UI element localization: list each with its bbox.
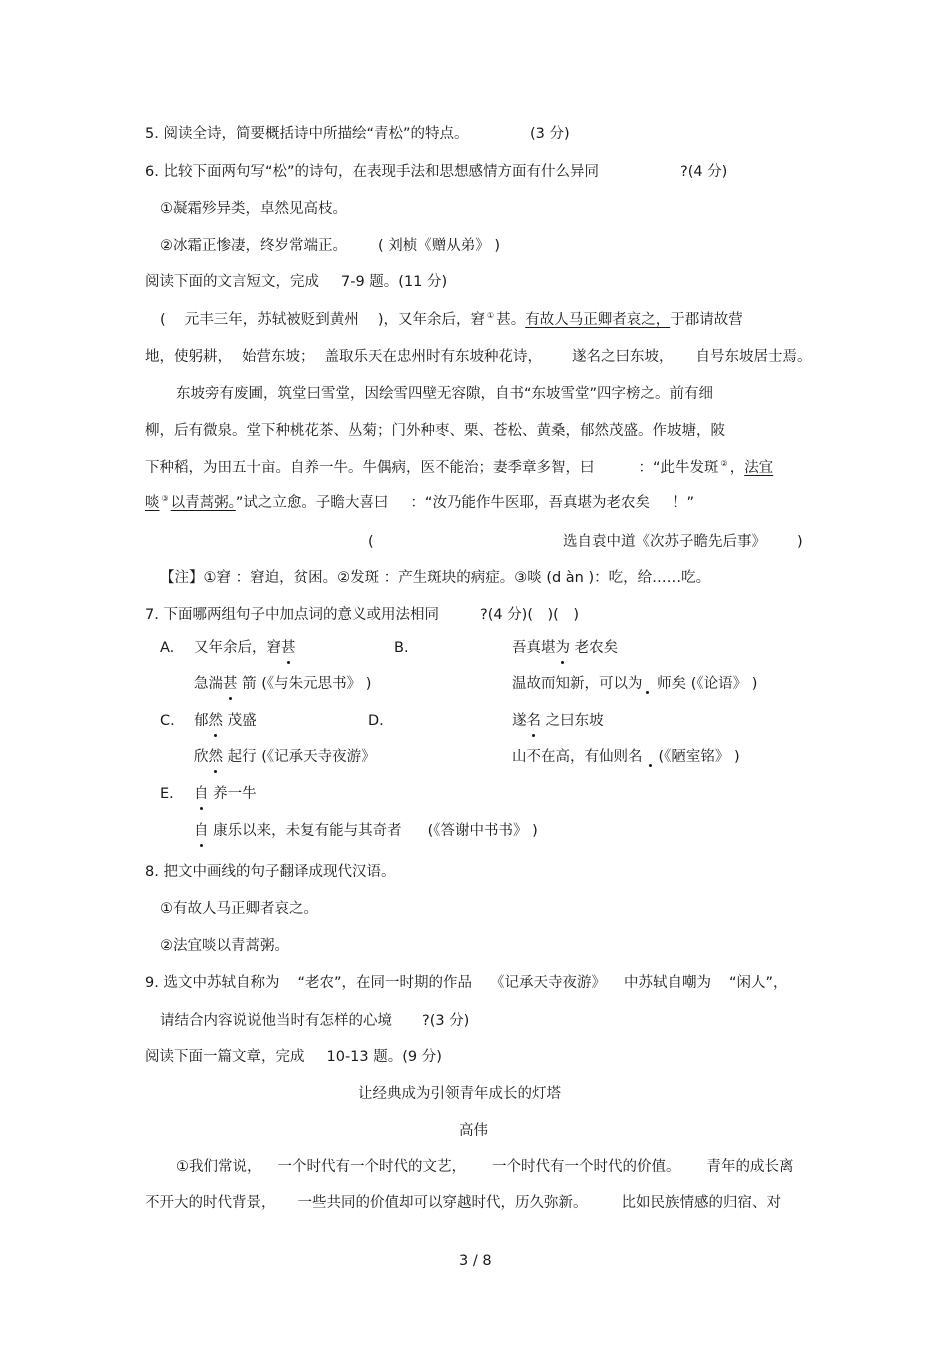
passage-p1-c: 于郡请故营 bbox=[670, 312, 743, 328]
dotted-word: 甚 bbox=[223, 676, 238, 692]
q8-sentence-1: ①有故人马正卿者哀之。 bbox=[160, 901, 318, 917]
dotted-word: 然 bbox=[208, 749, 223, 765]
underlined-sentence-2b: 啖 bbox=[145, 495, 160, 511]
q6-line1: ①凝霜殄异类，卓然见高枝。 bbox=[160, 201, 347, 217]
q6-line2: ②冰霜正惨凄，终岁常端正。 bbox=[160, 238, 347, 254]
passage-p2-d: 遂名之曰东坡， bbox=[572, 349, 674, 365]
dotted-word: 然 bbox=[208, 713, 223, 729]
modern-intro: 阅读下面一篇文章，完成 10-13 题。(9 分) bbox=[145, 1049, 442, 1065]
option-d-line-1: 遂名 之曰东坡 bbox=[512, 713, 604, 729]
passage-line-3: 东坡旁有废圃，筑堂曰雪堂，因绘雪四壁无容隙，自书“东坡雪堂”四字榜之。前有细 bbox=[176, 386, 714, 402]
article-line-1: ①我们常说， 一个时代有一个时代的文艺， 一个时代有一个时代的价值。 青年的成长离 bbox=[176, 1159, 794, 1175]
classical-intro-b: 7-9 题。(11 分) bbox=[341, 274, 448, 290]
passage-p5-a: 下种稻，为田五十亩。自养一牛。牛偶病，医不能治；妻季章多智，曰 bbox=[145, 460, 595, 476]
q6-line2-source: ( 刘桢《赠从弟》 ) bbox=[378, 238, 501, 254]
passage-line-4: 柳，后有微泉。堂下种桃花茶、丛菊；门外种枣、栗、苍松、黄桑，郁然茂盛。作坡塘，陂 bbox=[145, 423, 725, 439]
dotted-word: 名 bbox=[526, 713, 541, 729]
classical-intro bbox=[145, 272, 447, 292]
classical-intro-a: 阅读下面的文言短文，完成 bbox=[145, 274, 319, 290]
passage-line-6 bbox=[145, 493, 694, 513]
footnote-3-marker: ③ bbox=[161, 494, 169, 503]
footnote-2-marker: ② bbox=[720, 459, 728, 468]
passage-p2-e: 自号东坡居士焉。 bbox=[695, 349, 812, 365]
underlined-sentence-2a: 法宜 bbox=[744, 460, 774, 476]
q7-score: ?(4 分)( )( ) bbox=[480, 607, 579, 623]
dotted-word: 为 bbox=[555, 640, 570, 656]
option-a-label: A. bbox=[160, 640, 175, 656]
option-a-line-1: 又年余后，窘甚 bbox=[194, 640, 296, 656]
passage-p6-c: ：“汝乃能作牛医耶，吾真堪为老农矣 bbox=[410, 495, 650, 511]
q6-score: ?(4 分) bbox=[680, 164, 728, 180]
passage-p2-a: 地，使躬耕， bbox=[145, 349, 232, 365]
passage-line-5: 下种稻，为田五十亩。自养一牛。牛偶病，医不能治；妻季章多智，曰 ：“此牛发斑 ② ，法宜 bbox=[145, 459, 774, 476]
q8-text: 8. 把文中画线的句子翻译成现代汉语。 bbox=[145, 864, 396, 880]
passage-source: 选自袁中道《次苏子瞻先后事》 bbox=[563, 534, 766, 550]
option-c-label: C. bbox=[160, 713, 175, 729]
option-e-label: E. bbox=[160, 786, 174, 802]
q5-score: (3 分) bbox=[530, 126, 570, 142]
source-paren-open: ( bbox=[368, 534, 374, 550]
q9-line-2: 请结合内容说说他当时有怎样的心境 ?(3 分) bbox=[160, 1013, 470, 1029]
article-line-2: 不开大的时代背景， 一些共同的价值却可以穿越时代，历久弥新。 比如民族情感的归宿、对 bbox=[145, 1195, 781, 1211]
option-d-label: D. bbox=[368, 713, 384, 729]
q6-text: 6. 比较下面两句写“松”的诗句，在表现手法和思想感情方面有什么异同 bbox=[145, 164, 599, 180]
footnote-1-marker: ① bbox=[487, 311, 495, 320]
option-b-label: B. bbox=[394, 640, 409, 656]
article-author: 高伟 bbox=[459, 1123, 488, 1139]
passage-p2-c: 盖取乐天在忠州时有东坡种花诗， bbox=[324, 349, 542, 365]
dotted-word: 自 bbox=[194, 786, 209, 802]
underlined-sentence-1: 有故人马正卿者哀之， bbox=[525, 312, 671, 328]
option-c-line-1: 郁然 茂盛 bbox=[194, 713, 257, 729]
passage-p6-d: ！” bbox=[671, 495, 694, 511]
option-c-line-2: 欣然 起行 (《记承天寺夜游》 bbox=[194, 749, 376, 765]
option-d-line-2: 山不在高，有仙则名 (《陋室铭》 ) bbox=[512, 749, 740, 765]
option-e-line-2: 自 康乐以来，未复有能与其奇者 (《答谢中书书》 ) bbox=[194, 823, 538, 839]
underlined-sentence-2c: 以青蒿粥。 bbox=[170, 495, 236, 511]
passage-p1-b: 甚。 bbox=[496, 312, 526, 328]
article-title: 让经典成为引领青年成长的灯塔 bbox=[358, 1086, 561, 1102]
option-e-line-1: 自 养一牛 bbox=[194, 786, 257, 802]
passage-line-2 bbox=[145, 347, 812, 367]
option-b-line-1: 吾真堪为 老农矣 bbox=[512, 640, 619, 656]
dotted-word: 甚 bbox=[281, 640, 296, 656]
passage-line-1 bbox=[160, 310, 743, 330]
q7-text: 7. 下面哪两组句子中加点词的意义或用法相同 bbox=[145, 607, 439, 623]
passage-p5-b: ：“此牛发斑 bbox=[638, 460, 719, 476]
passage-p2-b: 始营东坡； bbox=[242, 349, 315, 365]
option-b-line-2: 温故而知新，可以为 师矣 (《论语》 ) bbox=[512, 676, 758, 692]
q5-text: 5. 阅读全诗，简要概括诗中所描绘“青松”的特点。 bbox=[145, 126, 469, 142]
dotted-word: 自 bbox=[194, 823, 209, 839]
page-number: 3 / 8 bbox=[459, 1253, 492, 1269]
source-paren-close: ) bbox=[797, 534, 803, 550]
annotation-note: 【注】①窘 ：窘迫，贫困。②发斑 ：产生斑块的病症。③啖 (d àn )：吃，给……吃。 bbox=[160, 570, 711, 586]
q8-sentence-2: ②法宜啖以青蒿粥。 bbox=[160, 938, 289, 954]
option-a-line-2: 急湍甚 箭 (《与朱元思书》 ) bbox=[194, 676, 372, 692]
passage-p1-a: ( 元丰三年，苏轼被贬到黄州 )，又年余后，窘 bbox=[160, 312, 486, 328]
passage-p6-b: ”试之立愈。子瞻大喜曰 bbox=[235, 495, 389, 511]
q9-line-1: 9. 选文中苏轼自称为 “老农”，在同一时期的作品 《记承天寺夜游》 中苏轼自嘲为 “闲人”， bbox=[145, 975, 788, 991]
